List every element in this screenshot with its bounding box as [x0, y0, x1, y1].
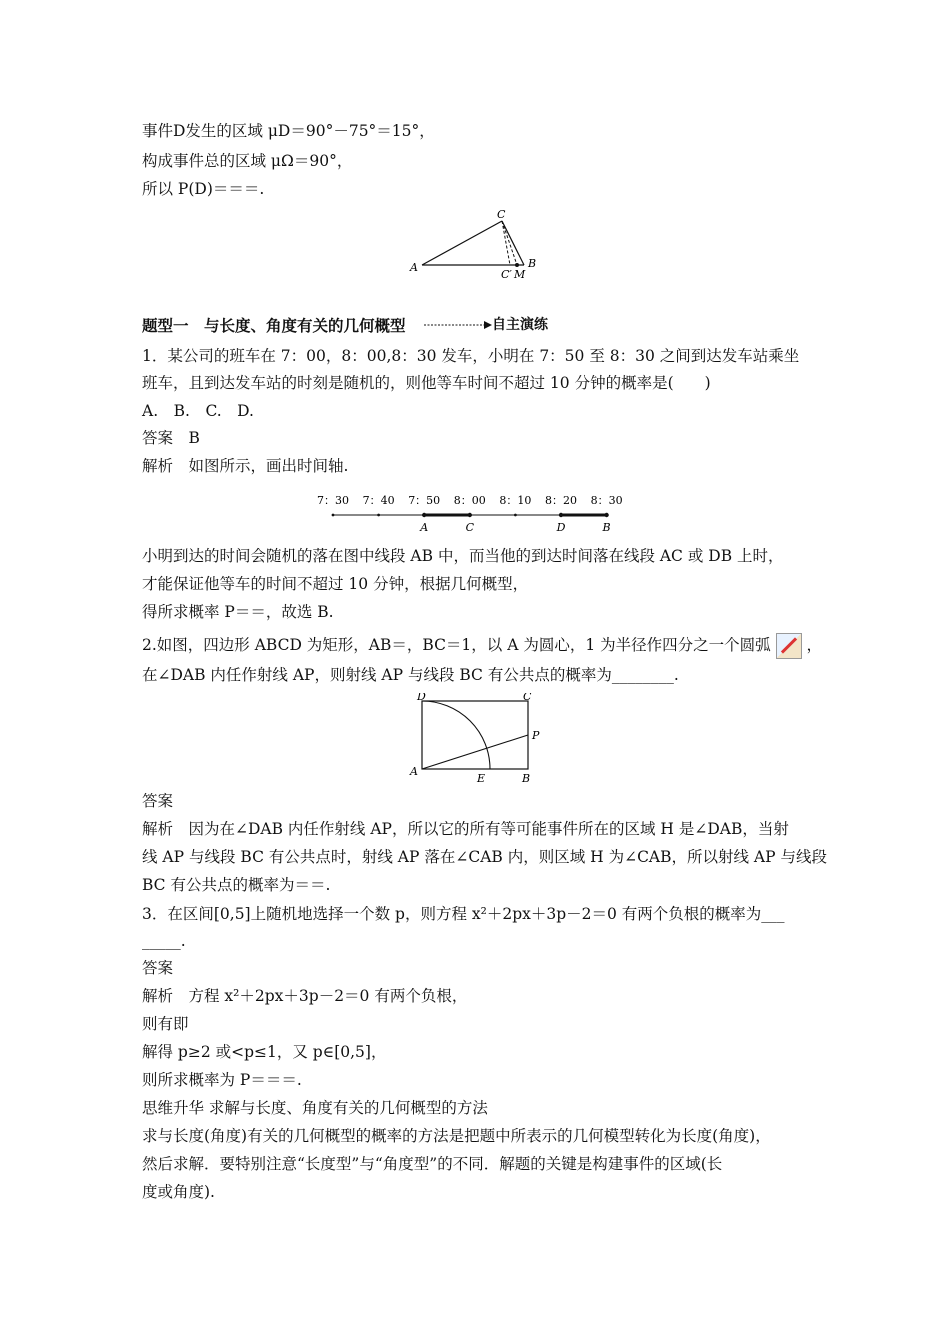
segment-cm: [502, 221, 517, 265]
intro-line-3: 所以 P(D)＝＝＝.: [142, 180, 265, 198]
intro-line-2: 构成事件总的区域 μΩ＝90°，: [142, 152, 353, 170]
q3-analysis-3: 解得 p≥2 或<p≤1，又 p∈[0,5]，: [142, 1043, 387, 1061]
timeline-tick-label: 8：30: [590, 494, 623, 507]
section-title-text: 题型一 与长度、角度有关的几何概型: [142, 317, 406, 335]
summary-line-2: 然后求解．要特别注意“长度型”与“角度型”的不同．解题的关键是构建事件的区域(长: [142, 1155, 723, 1173]
timeline-tick-label: 8：00: [453, 494, 486, 507]
q1-expl-3: 得所求概率 P＝＝，故选 B.: [142, 603, 334, 621]
quarter-arc: [422, 701, 490, 769]
summary-title: 思维升华 求解与长度、角度有关的几何概型的方法: [142, 1099, 488, 1117]
point-m: [515, 263, 519, 267]
label-a: A: [410, 261, 418, 274]
q2-analysis-2: 线 AP 与线段 BC 有公共点时，射线 AP 落在∠CAB 内，则区域 H 为∠CAB，所以射线 AP 与线段: [142, 848, 827, 866]
timeline-point-label: B: [602, 521, 611, 534]
triangle-figure: [400, 205, 550, 285]
segment-ac: [422, 221, 502, 265]
timeline-figure: [315, 490, 635, 536]
timeline-point-label: D: [556, 521, 566, 534]
timeline-tick-label: 8：20: [545, 494, 577, 507]
q3-analysis-1: 解析 方程 x²＋2px＋3p－2＝0 有两个负根，: [142, 987, 468, 1005]
q3-line-1: 3．在区间[0,5]上随机地选择一个数 p，则方程 x²＋2px＋3p－2＝0 有两个负根的概率为___: [142, 905, 785, 923]
timeline-tick: [559, 513, 563, 517]
segment-cb: [502, 221, 524, 265]
label-c-prime: C′: [501, 268, 512, 281]
timeline-tick: [468, 513, 472, 517]
rect-label-c: C: [523, 693, 532, 703]
rect-label-b: B: [522, 772, 531, 785]
timeline-point-label: C: [465, 521, 475, 534]
q1-line-1: 1．某公司的班车在 7：00，8：00,8：30 发车，小明在 7：50 至 8：30 之间到达发车站乘坐: [142, 347, 800, 365]
q2-answer: 答案: [142, 792, 174, 810]
q2-analysis-3: BC 有公共点的概率为＝＝.: [142, 876, 331, 894]
q1-answer: 答案 B: [142, 429, 200, 447]
timeline-tick: [332, 514, 335, 517]
q2-line-1-text: 2.如图，四边形 ABCD 为矩形，AB＝，BC＝1，以 A 为圆心，1 为半径作四分之一个圆弧: [142, 636, 771, 654]
q3-analysis-2: 则有即: [142, 1015, 189, 1033]
timeline-tick-label: 7：30: [317, 494, 349, 507]
q1-analysis: 解析 如图所示，画出时间轴.: [142, 457, 349, 475]
timeline-tick-label: 7：50: [408, 494, 441, 507]
summary-line-1: 求与长度(角度)有关的几何概型的概率的方法是把题中所表示的几何模型转化为长度(角度)，: [142, 1127, 771, 1145]
timeline-tick: [377, 514, 380, 517]
label-m: M: [514, 268, 526, 281]
label-b: B: [528, 257, 537, 270]
timeline-tick: [422, 513, 426, 517]
label-c: C: [497, 208, 506, 221]
rect-abcd: [422, 701, 528, 769]
rect-label-e: E: [477, 772, 486, 785]
q3-analysis-4: 则所求概率为 P＝＝＝.: [142, 1071, 302, 1089]
rect-label-p: P: [532, 729, 540, 742]
intro-line-1: 事件D发生的区域 μD＝90°－75°＝15°，: [142, 122, 435, 140]
q3-answer: 答案: [142, 959, 174, 977]
q1-options: A. B. C. D.: [142, 402, 254, 420]
rect-label-d: D: [417, 693, 426, 703]
arc-image-icon: [776, 633, 802, 659]
rectangle-figure: [405, 693, 555, 785]
timeline-point-label: A: [420, 521, 429, 534]
q1-line-2: 班车，且到达发车站的时刻是随机的，则他等车时间不超过 10 分钟的概率是( ): [142, 374, 711, 392]
q1-expl-2: 才能保证他等车的时间不超过 10 分钟，根据几何概型，: [142, 575, 529, 593]
section-arrow: [424, 317, 494, 333]
timeline-tick: [604, 513, 608, 517]
timeline-tick-label: 7：40: [362, 494, 395, 507]
rect-label-a: A: [410, 765, 418, 778]
q2-line-1-end: ，: [806, 636, 823, 654]
timeline-tick: [514, 514, 517, 517]
q2-line-2: 在∠DAB 内任作射线 AP，则射线 AP 与线段 BC 有公共点的概率为________.: [142, 666, 679, 684]
q1-expl-1: 小明到达的时间会随机的落在图中线段 AB 中，而当他的到达时间落在线段 AC 或 DB 上时，: [142, 547, 784, 565]
q2-analysis-1: 解析 因为在∠DAB 内任作射线 AP，所以它的所有等可能事件所在的区域 H 是∠DAB，当射: [142, 820, 789, 838]
ray-ap: [422, 735, 528, 769]
segment-cc-prime: [502, 221, 510, 265]
summary-line-3: 度或角度).: [142, 1183, 215, 1201]
q3-line-2: _____.: [142, 932, 186, 950]
timeline-tick-label: 8：10: [499, 494, 532, 507]
section-title: [142, 315, 406, 337]
q2-line-1: [142, 633, 822, 659]
section-tag: 自主演练: [492, 317, 548, 333]
